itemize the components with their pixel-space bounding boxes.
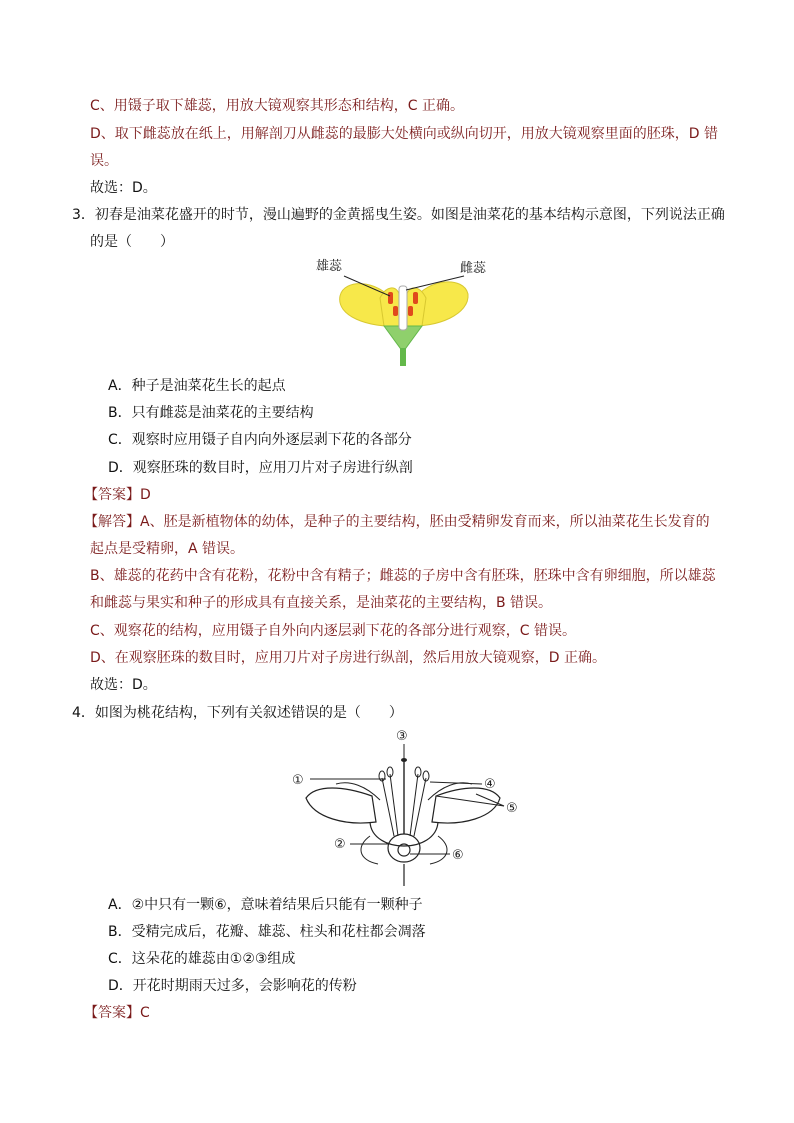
q4-answer-label: 【答案】 — [84, 1005, 140, 1021]
prev-analysis-d-line2: 误。 — [90, 153, 118, 169]
anther-1 — [388, 292, 393, 304]
q4-option-b: B．受精完成后，花瓣、雄蕊、柱头和花柱都会凋落 — [108, 924, 426, 940]
peach-flower-figure — [286, 726, 522, 886]
pistil — [399, 286, 407, 330]
q4-option-d: D．开花时期雨天过多，会影响花的传粉 — [108, 978, 357, 994]
q3-analysis-line2: 起点是受精卵，A 错误。 — [90, 541, 245, 557]
q4-answer-value: C — [140, 1005, 150, 1021]
q3-choose: 故选：D。 — [90, 677, 157, 693]
q3-answer — [84, 485, 151, 505]
q3-answer-label: 【答案】 — [84, 487, 140, 503]
fig-label-1: ① — [292, 773, 304, 788]
q3-stem-line2: 的是（ ） — [90, 234, 174, 250]
q3-analysis-text1: A、胚是新植物体的幼体，是种子的主要结构，胚由受精卵发育而来，所以油菜花生长发育的 — [140, 514, 710, 530]
q4-option-a: A．②中只有一颗⑥，意味着结果后只能有一颗种子 — [108, 897, 423, 913]
q3-analysis-label: 【解答】 — [84, 514, 140, 530]
left-petal — [306, 788, 376, 823]
q3-analysis-line5: C、观察花的结构，应用镊子自外向内逐层剥下花的各部分进行观察，C 错误。 — [90, 623, 576, 639]
right-petal — [432, 788, 500, 823]
prev-choose: 故选：D。 — [90, 180, 157, 196]
fig-label-3: ③ — [396, 729, 408, 744]
sepal-left — [361, 836, 378, 864]
q3-analysis-line4: 和雌蕊与果实和种子的形成具有直接关系，是油菜花的主要结构，B 错误。 — [90, 595, 553, 611]
q3-analysis-line1 — [84, 512, 710, 532]
fig-label-6: ⑥ — [452, 848, 464, 863]
anther-3 — [393, 306, 398, 316]
fig-label-pistil: 雌蕊 — [460, 261, 487, 276]
fig-label-4: ④ — [484, 777, 496, 792]
fig-label-5: ⑤ — [506, 801, 518, 816]
fig-label-2: ② — [334, 837, 346, 852]
stem — [400, 348, 406, 366]
q4-option-c: C．这朵花的雄蕊由①②③组成 — [108, 951, 296, 967]
anther-4 — [408, 306, 413, 316]
rapeseed-flower-figure — [308, 256, 498, 366]
q3-analysis-line6: D、在观察胚珠的数目时，应用刀片对子房进行纵剖，然后用放大镜观察，D 正确。 — [90, 650, 607, 666]
prev-analysis-d-line1: D、取下雌蕊放在纸上，用解剖刀从雌蕊的最膨大处横向或纵向切开，用放大镜观察里面的胚珠，D 错 — [90, 126, 719, 142]
q3-option-b: B．只有雌蕊是油菜花的主要结构 — [108, 405, 314, 421]
fig-label-stamen: 雄蕊 — [316, 259, 343, 274]
q3-analysis-line3: B、雄蕊的花药中含有花粉，花粉中含有精子；雌蕊的子房中含有胚珠，胚珠中含有卵细胞，所以雄蕊 — [90, 568, 716, 584]
prev-analysis-c: C、用镊子取下雄蕊，用放大镜观察其形态和结构，C 正确。 — [90, 98, 464, 114]
ovary — [388, 834, 420, 862]
q4-answer — [84, 1003, 150, 1023]
q3-option-c: C．观察时应用镊子自内向外逐层剥下花的各部分 — [108, 432, 412, 448]
q3-answer-value: D — [140, 487, 151, 503]
stigma — [401, 758, 407, 762]
sepal-right — [430, 836, 447, 864]
q3-option-a: A．种子是油菜花生长的起点 — [108, 378, 286, 394]
q3-option-d: D．观察胚珠的数目时，应用刀片对子房进行纵剖 — [108, 460, 413, 476]
anther-2 — [413, 292, 418, 304]
q4-stem: 4．如图为桃花结构，下列有关叙述错误的是（ ） — [72, 705, 403, 721]
q3-stem-line1: 3．初春是油菜花盛开的时节，漫山遍野的金黄摇曳生姿。如图是油菜花的基本结构示意图，下列说法正确 — [72, 207, 725, 223]
